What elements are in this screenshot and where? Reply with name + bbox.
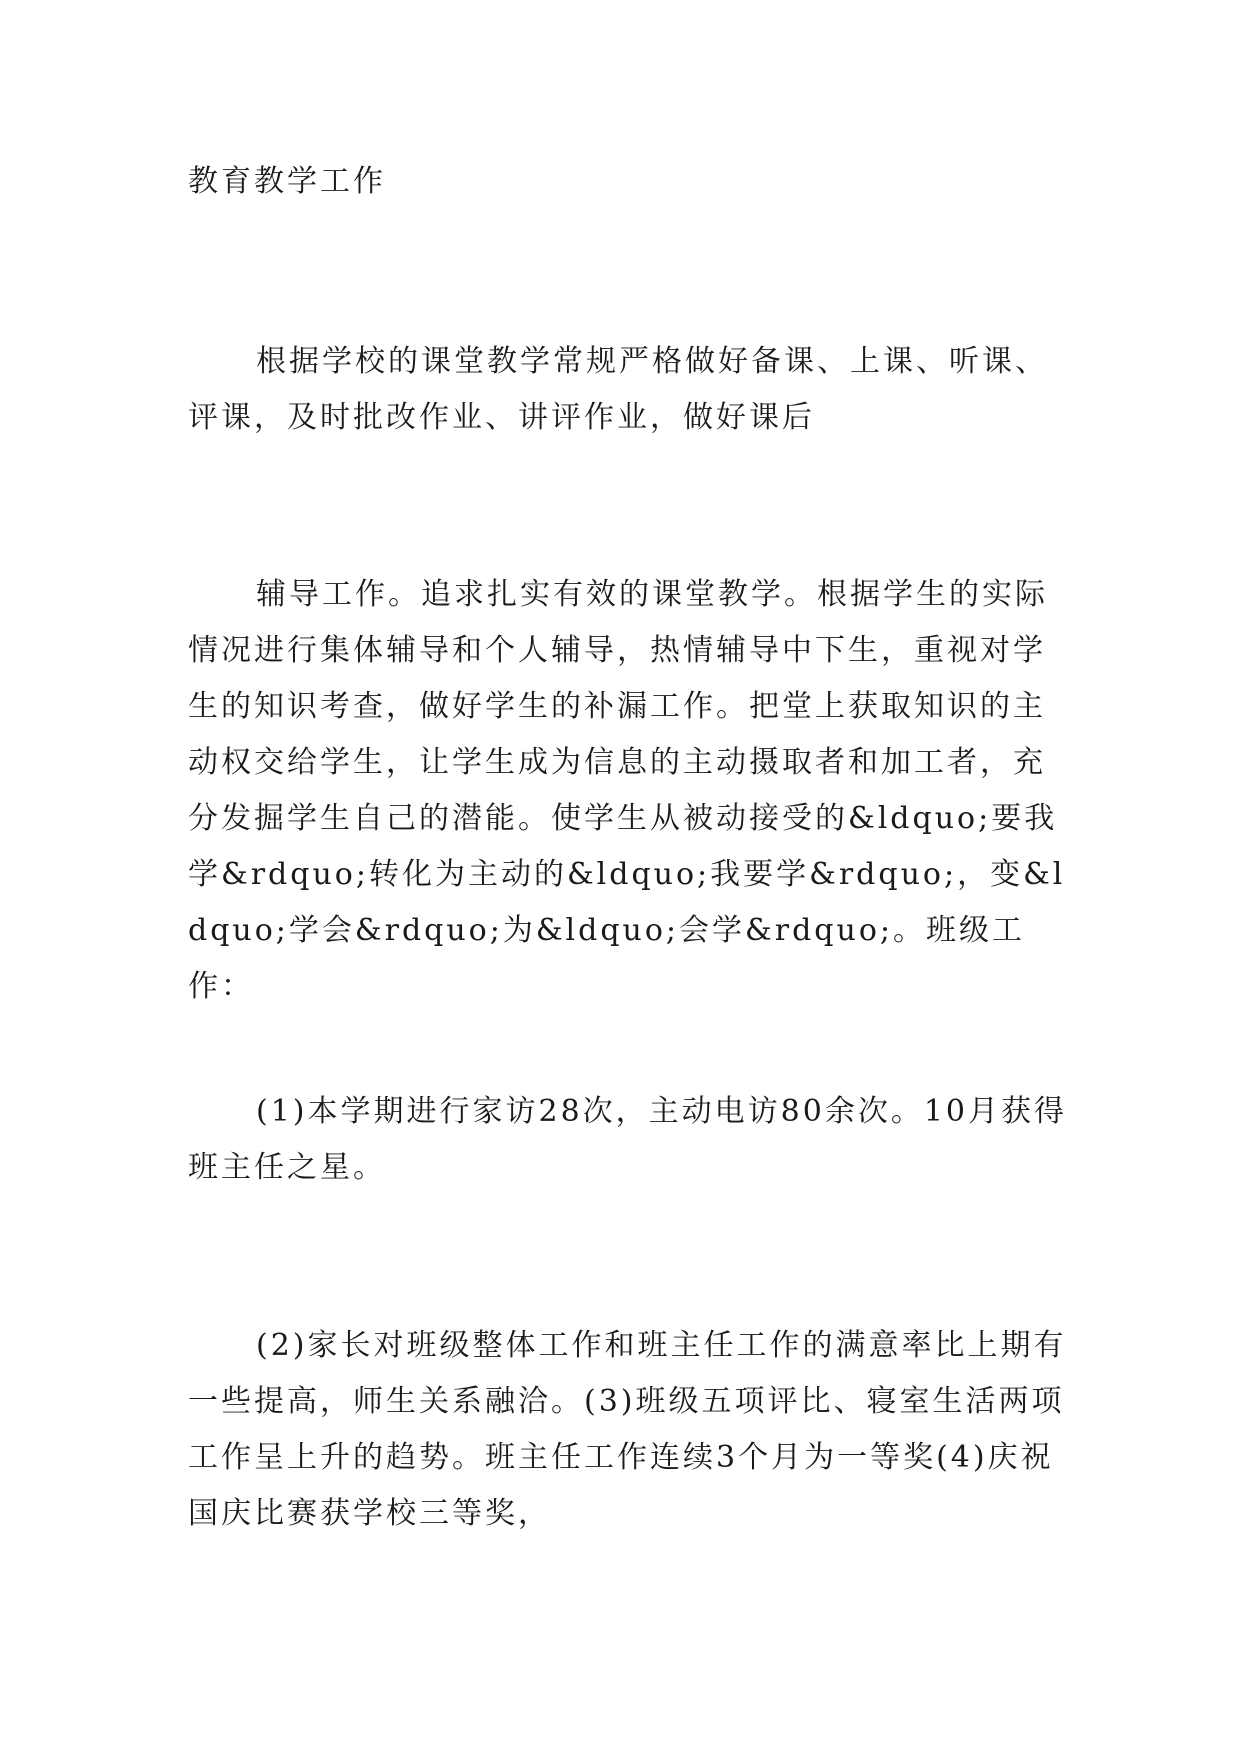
document-heading: 教育教学工作	[188, 164, 386, 199]
paragraph-tutoring: 辅导工作。追求扎实有效的课堂教学。根据学生的实际情况进行集体辅导和个人辅导，热情辅导中下生，重视对学生的知识考查，做好学生的补漏工作。把堂上获取知识的主动权交给学生，让学生成为信息的主动摄取者和加工者，充分发掘学生自己的潜能。使学生从被动接受的&ldquo;要我学&rdquo;转化为主动的&ldquo;我要学&rdquo;，变&ldquo;学会&rdquo;为&ldquo;会学&rdquo;。班级工作：	[188, 577, 1066, 1004]
paragraph-class-achievements: (2)家长对班级整体工作和班主任工作的满意率比上期有一些提高，师生关系融洽。(3)班级五项评比、寝室生活两项工作呈上升的趋势。班主任工作连续3个月为一等奖(4)庆祝国庆比赛获学校三等奖，	[188, 1328, 1067, 1531]
paragraph-lesson-routine: 根据学校的课堂教学常规严格做好备课、上课、听课、评课，及时批改作业、讲评作业，做好课后	[188, 344, 1048, 435]
paragraph-home-visits: (1)本学期进行家访28次，主动电访80余次。10月获得班主任之星。	[188, 1094, 1068, 1185]
